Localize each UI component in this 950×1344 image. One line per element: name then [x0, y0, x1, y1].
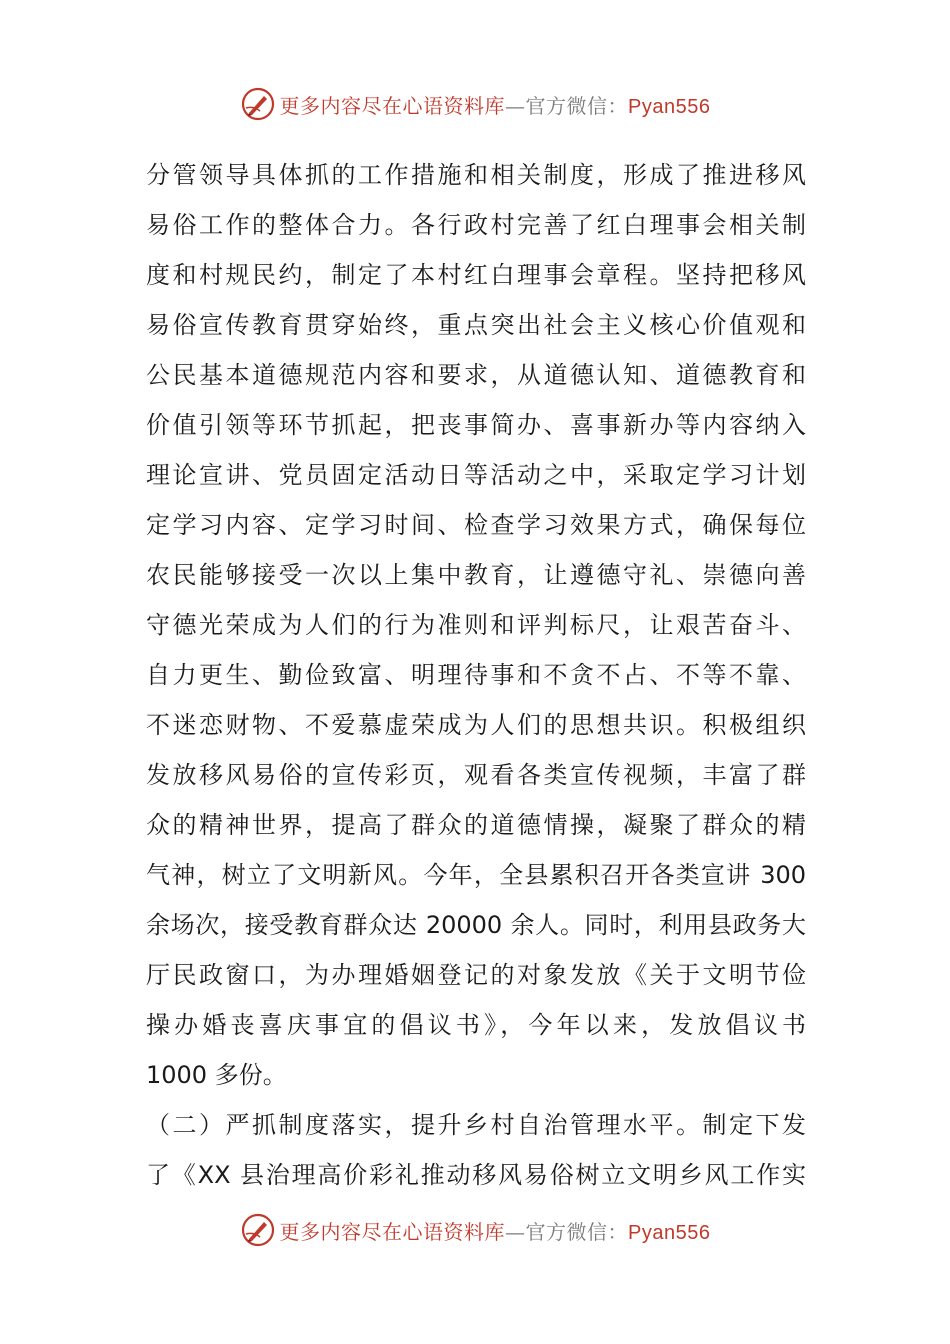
watermark-separator: —: [505, 93, 526, 118]
body-line: 价值引领等环节抓起，把丧事简办、喜事新办等内容纳入: [146, 411, 806, 439]
body-line: 1000 多份。: [146, 1061, 287, 1089]
watermark-text: [280, 1216, 711, 1245]
body-line: 守德光荣成为人们的行为准则和评判标尺，让艰苦奋斗、: [146, 611, 806, 639]
body-line: 农民能够接受一次以上集中教育，让遵德守礼、崇德向善: [146, 561, 806, 589]
watermark-wechat-id: Pyan556: [628, 1221, 711, 1244]
body-line: 易俗工作的整体合力。各行政村完善了红白理事会相关制: [146, 211, 806, 239]
body-line: 分管领导具体抓的工作措施和相关制度，形成了推进移风: [146, 161, 806, 189]
watermark-separator: —: [505, 1219, 526, 1244]
body-line: 余场次，接受教育群众达 20000 余人。同时，利用县政务大: [146, 911, 806, 939]
body-line: 自力更生、勤俭致富、明理待事和不贪不占、不等不靠、: [146, 661, 806, 689]
body-line: 理论宣讲、党员固定活动日等活动之中，采取定学习计划: [146, 461, 806, 489]
body-line: 操办婚丧喜庆事宜的倡议书》，今年以来，发放倡议书: [146, 1011, 806, 1039]
watermark-wechat-label: 官方微信：: [525, 1219, 629, 1244]
watermark-site-name: 更多内容尽在心语资料库: [279, 1219, 506, 1244]
footer-watermark-banner: [0, 1208, 950, 1252]
body-line: 公民基本道德规范内容和要求，从道德认知、道德教育和: [146, 361, 806, 389]
body-line: 发放移风易俗的宣传彩页，观看各类宣传视频，丰富了群: [146, 761, 806, 789]
body-line: 厅民政窗口，为办理婚姻登记的对象发放《关于文明节俭: [146, 961, 806, 989]
pen-logo-icon: [240, 1212, 276, 1248]
body-line: 易俗宣传教育贯穿始终，重点突出社会主义核心价值观和: [146, 311, 806, 339]
body-line: 定学习内容、定学习时间、检查学习效果方式，确保每位: [146, 511, 806, 539]
watermark-wechat-id: Pyan556: [628, 95, 711, 118]
body-line: 不迷恋财物、不爱慕虚荣成为人们的思想共识。积极组织: [146, 711, 806, 739]
body-line: 气神，树立了文明新风。今年，全县累积召开各类宣讲 300: [146, 861, 806, 889]
section-heading-line: （二）严抓制度落实，提升乡村自治管理水平。制定下发: [146, 1111, 806, 1139]
body-line: 了《XX 县治理高价彩礼推动移风易俗树立文明乡风工作实: [146, 1161, 806, 1189]
body-line: 度和村规民约，制定了本村红白理事会章程。坚持把移风: [146, 261, 806, 289]
pen-logo-icon: [240, 86, 276, 122]
watermark-site-name: 更多内容尽在心语资料库: [279, 93, 506, 118]
body-line: 众的精神世界，提高了群众的道德情操，凝聚了群众的精: [146, 811, 806, 839]
watermark-text: [280, 90, 711, 119]
watermark-wechat-label: 官方微信：: [525, 93, 629, 118]
document-body: [146, 150, 806, 1200]
header-watermark-banner: [0, 82, 950, 126]
